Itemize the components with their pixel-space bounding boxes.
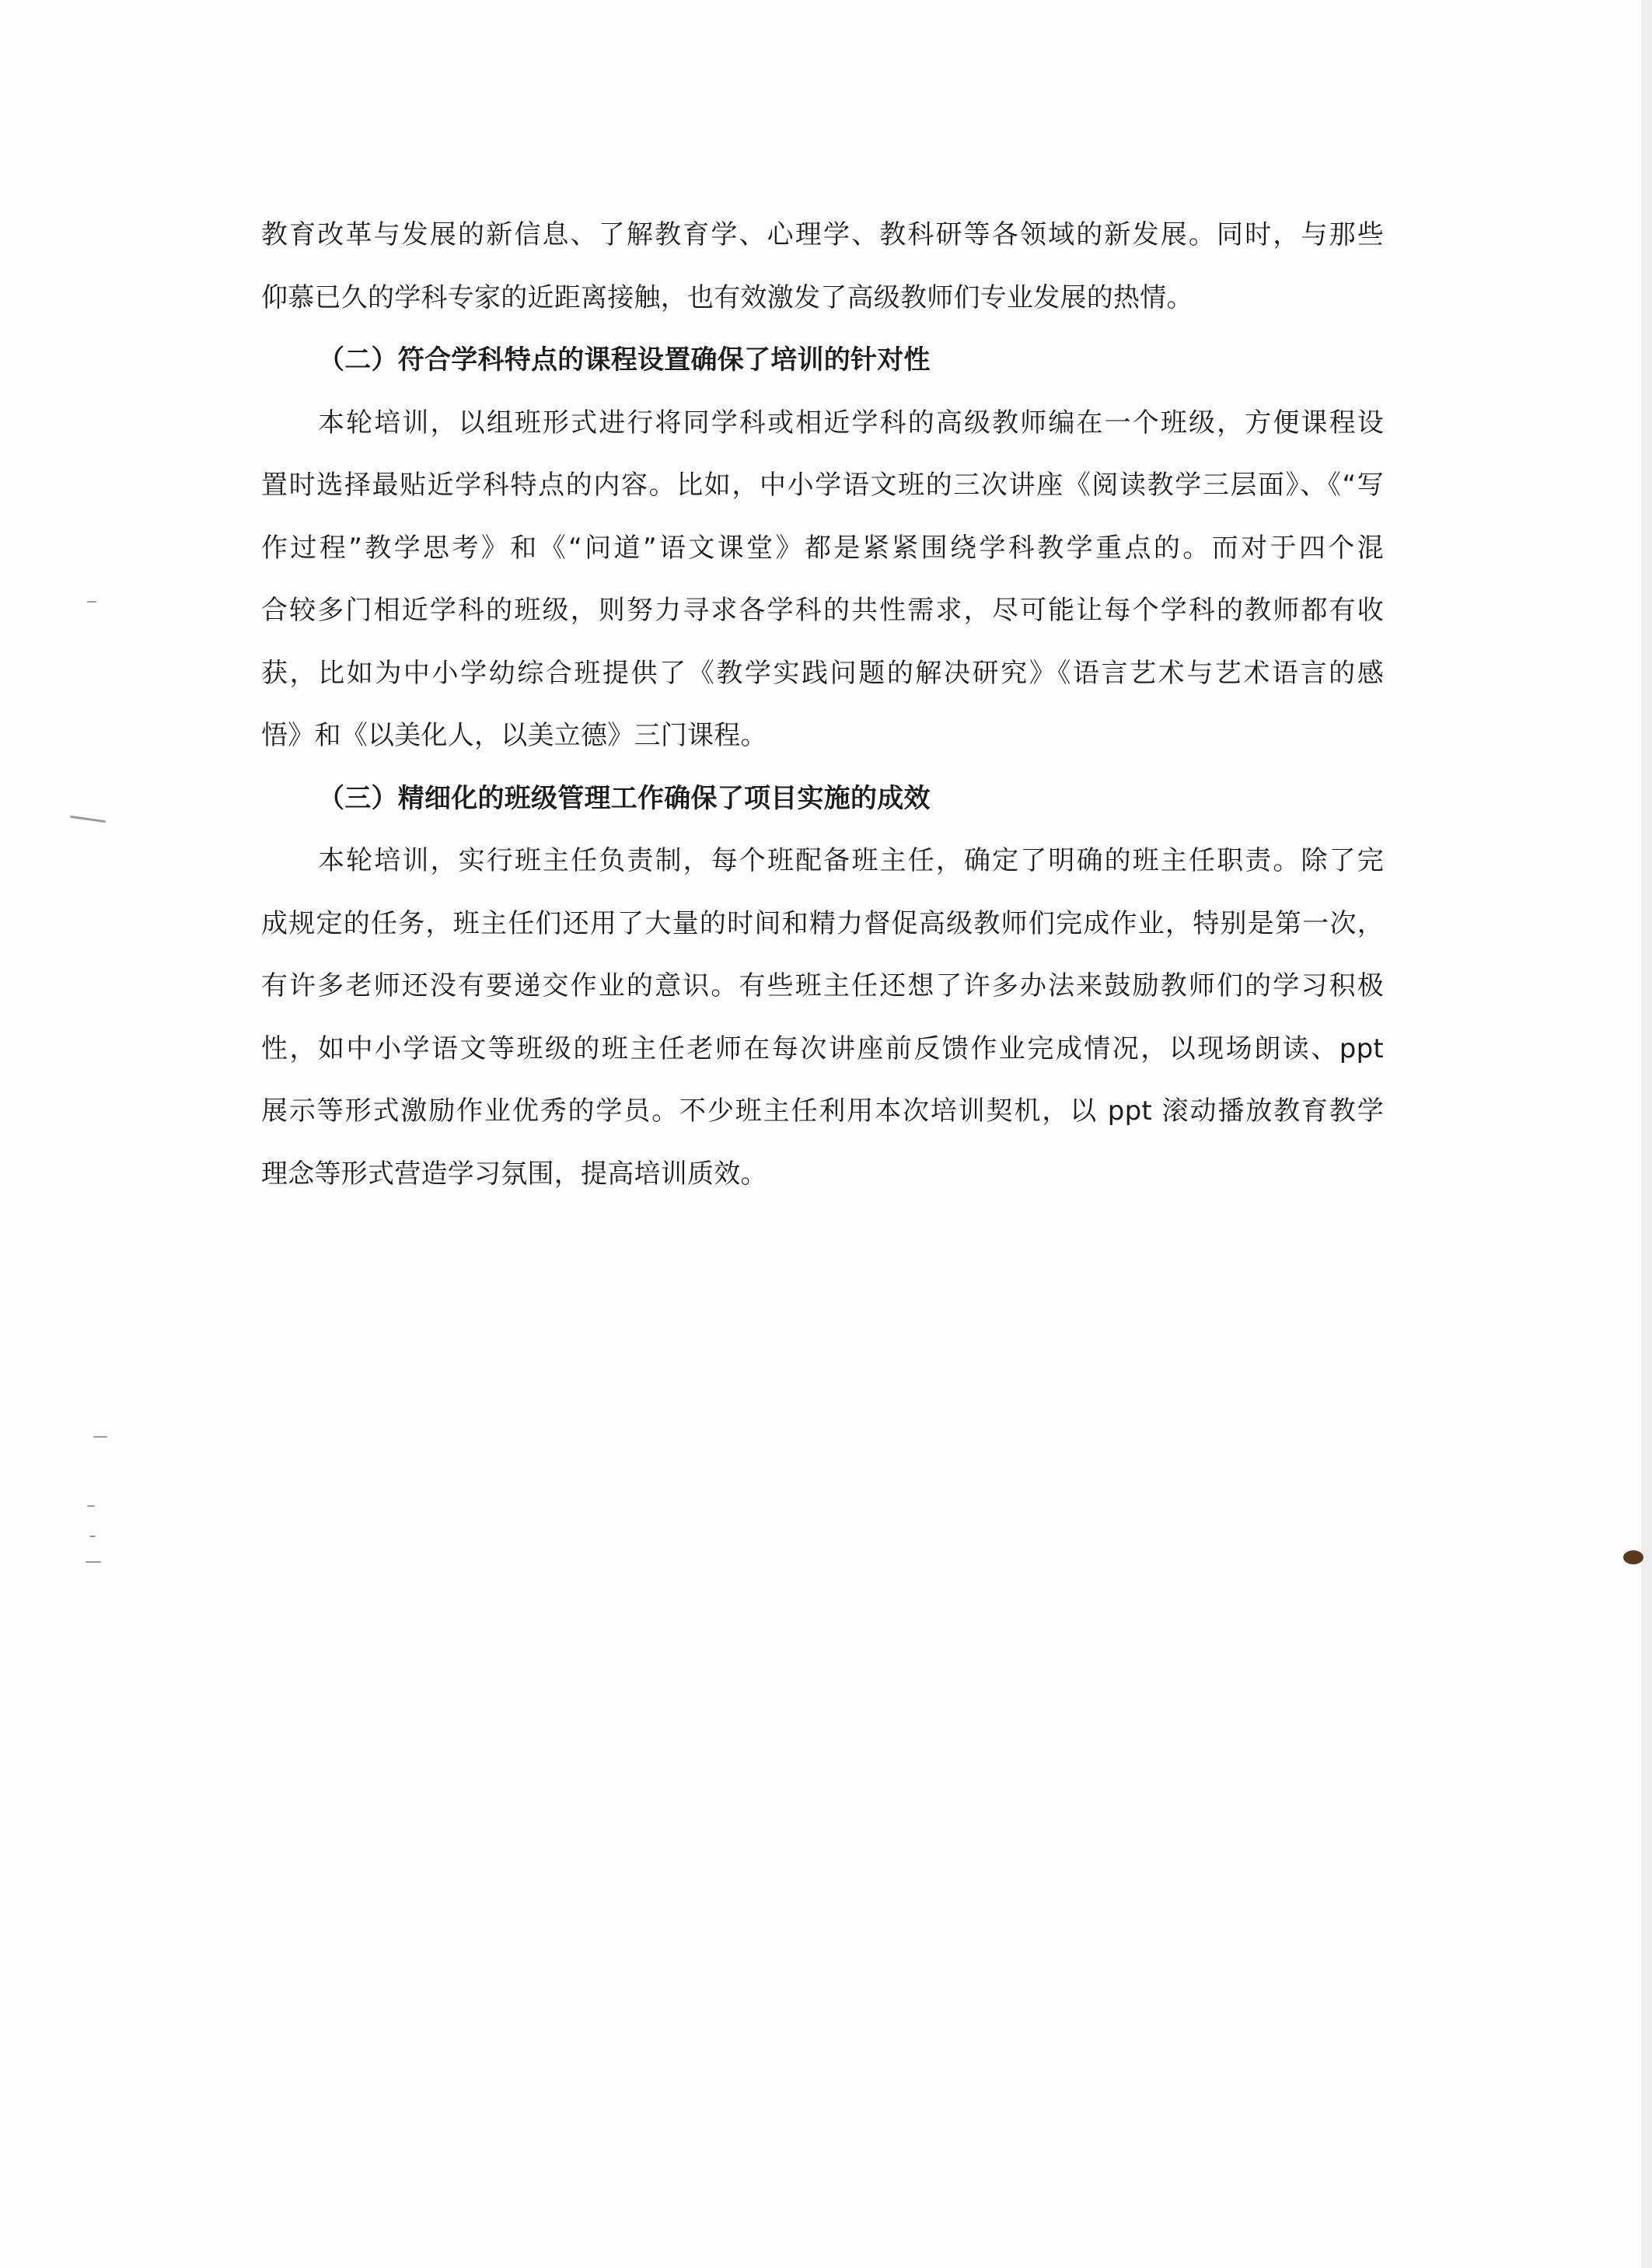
body-line: 仰慕已久的学科专家的近距离接触，也有效激发了高级教师们专业发展的热情。 xyxy=(261,281,1193,313)
body-line: 置时选择最贴近学科特点的内容。比如，中小学语文班的三次讲座《阅读教学三层面》、《“写 xyxy=(261,470,1384,501)
scan-speck xyxy=(93,1436,107,1438)
document-body xyxy=(261,204,1384,1205)
scan-speck xyxy=(89,1536,96,1537)
body-line: 悟》和《以美化人，以美立德》三门课程。 xyxy=(261,720,767,751)
body-line: 理念等形式营造学习氛围，提高培训质效。 xyxy=(261,1158,767,1190)
staple-mark xyxy=(1623,1550,1643,1564)
body-line: 有许多老师还没有要递交作业的意识。有些班主任还想了许多办法来鼓励教师们的学习积极 xyxy=(261,970,1384,1001)
scan-speck xyxy=(70,816,106,823)
scan-speck xyxy=(86,1561,101,1563)
scan-speck xyxy=(87,1505,95,1507)
body-line: 作过程”教学思考》和《“问道”语文课堂》都是紧紧围绕学科教学重点的。而对于四个混 xyxy=(261,532,1384,564)
body-line: 本轮培训，以组班形式进行将同学科或相近学科的高级教师编在一个班级，方便课程设 xyxy=(318,407,1384,439)
section-heading: （二）符合学科特点的课程设置确保了培训的针对性 xyxy=(318,344,931,376)
scan-page-edge xyxy=(1641,0,1652,2268)
body-line: 合较多门相近学科的班级，则努力寻求各学科的共性需求，尽可能让每个学科的教师都有收 xyxy=(261,595,1384,626)
body-line: 展示等形式激励作业优秀的学员。不少班主任利用本次培训契机，以 ppt 滚动播放教育教学 xyxy=(261,1096,1384,1127)
body-line: 本轮培训，实行班主任负责制，每个班配备班主任，确定了明确的班主任职责。除了完 xyxy=(318,845,1384,876)
body-line: 教育改革与发展的新信息、了解教育学、心理学、教科研等各领域的新发展。同时，与那些 xyxy=(261,219,1384,250)
body-line: 成规定的任务，班主任们还用了大量的时间和精力督促高级教师们完成作业，特别是第一次， xyxy=(261,907,1384,939)
section-heading: （三）精细化的班级管理工作确保了项目实施的成效 xyxy=(318,782,931,814)
body-line: 获，比如为中小学幼综合班提供了《教学实践问题的解决研究》《语言艺术与艺术语言的感 xyxy=(261,657,1384,689)
scan-speck xyxy=(87,601,96,603)
body-line: 性，如中小学语文等班级的班主任老师在每次讲座前反馈作业完成情况，以现场朗读、ppt xyxy=(261,1033,1384,1064)
